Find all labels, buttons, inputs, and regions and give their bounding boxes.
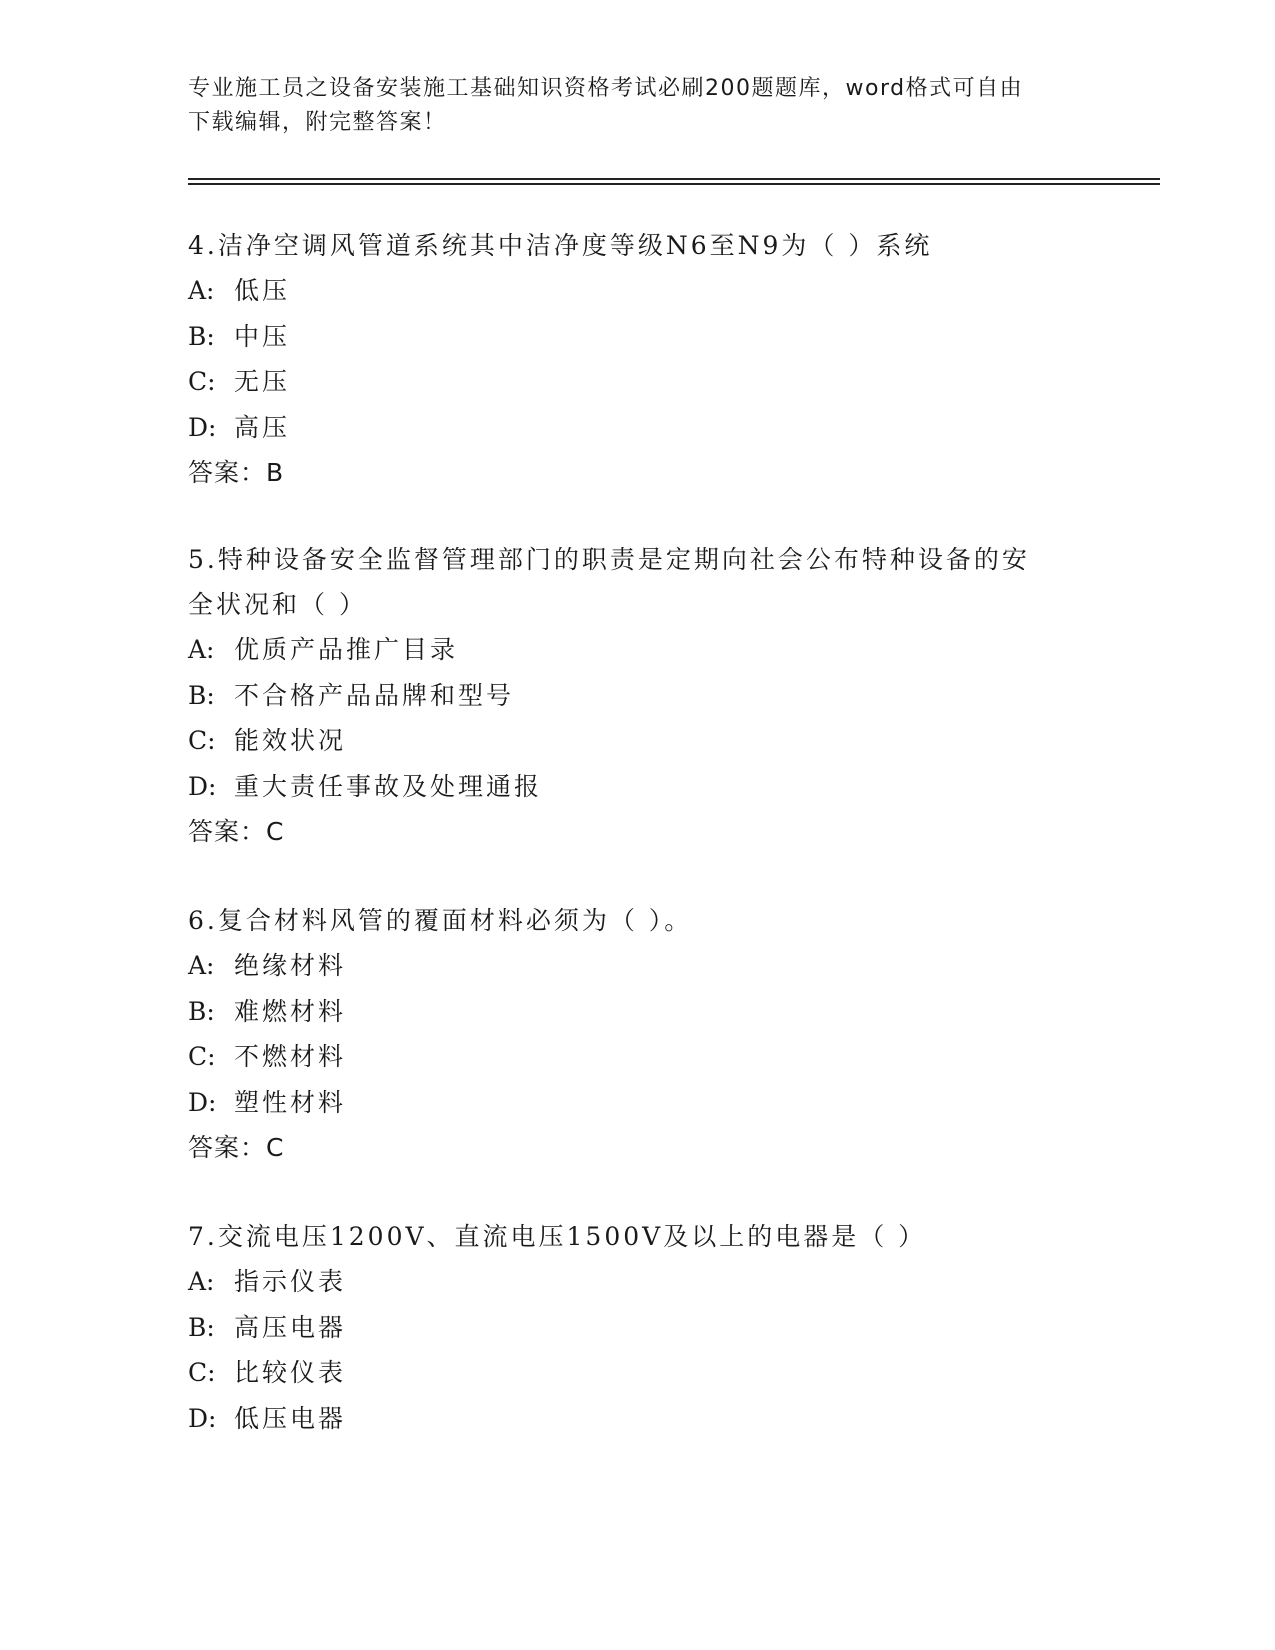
option-label: C: — [188, 367, 216, 396]
option-text: 无压 — [234, 367, 291, 396]
option-label: A: — [188, 276, 215, 305]
option-text: 不合格产品品牌和型号 — [234, 680, 515, 710]
option-label: C: — [188, 1042, 216, 1071]
option-a — [188, 268, 1088, 314]
option-d — [188, 764, 1088, 810]
option-label: C: — [188, 1358, 216, 1387]
option-d — [188, 405, 1088, 451]
answer: 答案：C — [188, 817, 285, 846]
option-c — [188, 1034, 1088, 1080]
option-label: B: — [188, 321, 215, 351]
option-b — [188, 989, 1088, 1035]
option-label: A: — [188, 951, 215, 980]
question-title-line-2: 全状况和（ ） — [188, 590, 367, 619]
answer: 答案：C — [188, 1133, 285, 1162]
option-text: 中压 — [234, 321, 291, 351]
question-6 — [188, 898, 1088, 1170]
option-text: 低压 — [234, 276, 291, 305]
option-text: 优质产品推广目录 — [234, 635, 459, 664]
option-text: 难燃材料 — [234, 996, 347, 1026]
answer: 答案：B — [188, 458, 285, 487]
option-text: 比较仪表 — [234, 1358, 347, 1387]
option-a — [188, 627, 1088, 673]
option-text: 绝缘材料 — [234, 951, 347, 980]
question-4 — [188, 223, 1088, 495]
option-label: D: — [188, 412, 217, 442]
option-text: 指示仪表 — [234, 1267, 347, 1296]
question-title: 4.洁净空调风管道系统其中洁净度等级N6至N9为（ ）系统 — [188, 231, 933, 260]
header-line-2: 下载编辑，附完整答案！ — [188, 110, 447, 135]
header-divider-bottom — [188, 183, 1160, 185]
option-label: B: — [188, 996, 215, 1026]
option-d — [188, 1080, 1088, 1126]
option-label: A: — [188, 1267, 215, 1296]
question-title: 7.交流电压1200V、直流电压1500V及以上的电器是（ ） — [188, 1222, 927, 1251]
option-a — [188, 1259, 1088, 1305]
option-label: C: — [188, 726, 216, 755]
option-label: A: — [188, 635, 215, 664]
option-text: 高压 — [234, 412, 291, 442]
option-label: B: — [188, 680, 215, 710]
option-d — [188, 1396, 1088, 1442]
option-b — [188, 314, 1088, 360]
option-a — [188, 943, 1088, 989]
question-title: 6.复合材料风管的覆面材料必须为（ ）。 — [188, 906, 693, 935]
option-text: 塑性材料 — [234, 1087, 347, 1117]
option-c — [188, 718, 1088, 764]
option-text: 不燃材料 — [234, 1042, 347, 1071]
option-label: D: — [188, 1087, 217, 1117]
option-c — [188, 1350, 1088, 1396]
option-label: B: — [188, 1312, 215, 1342]
option-label: D: — [188, 1403, 217, 1433]
option-b — [188, 673, 1088, 719]
option-text: 低压电器 — [234, 1403, 347, 1433]
question-5 — [188, 537, 1088, 854]
option-c — [188, 359, 1088, 405]
option-b — [188, 1305, 1088, 1351]
header-line-1: 专业施工员之设备安装施工基础知识资格考试必刷200题题库，word格式可自由 — [188, 76, 1024, 101]
header-divider-top — [188, 178, 1160, 180]
option-text: 高压电器 — [234, 1312, 347, 1342]
document-header — [188, 72, 1088, 140]
question-7 — [188, 1214, 1088, 1441]
option-text: 重大责任事故及处理通报 — [234, 771, 543, 801]
option-text: 能效状况 — [234, 726, 347, 755]
question-title-line-1: 5.特种设备安全监督管理部门的职责是定期向社会公布特种设备的安 — [188, 545, 1030, 574]
option-label: D: — [188, 771, 217, 801]
